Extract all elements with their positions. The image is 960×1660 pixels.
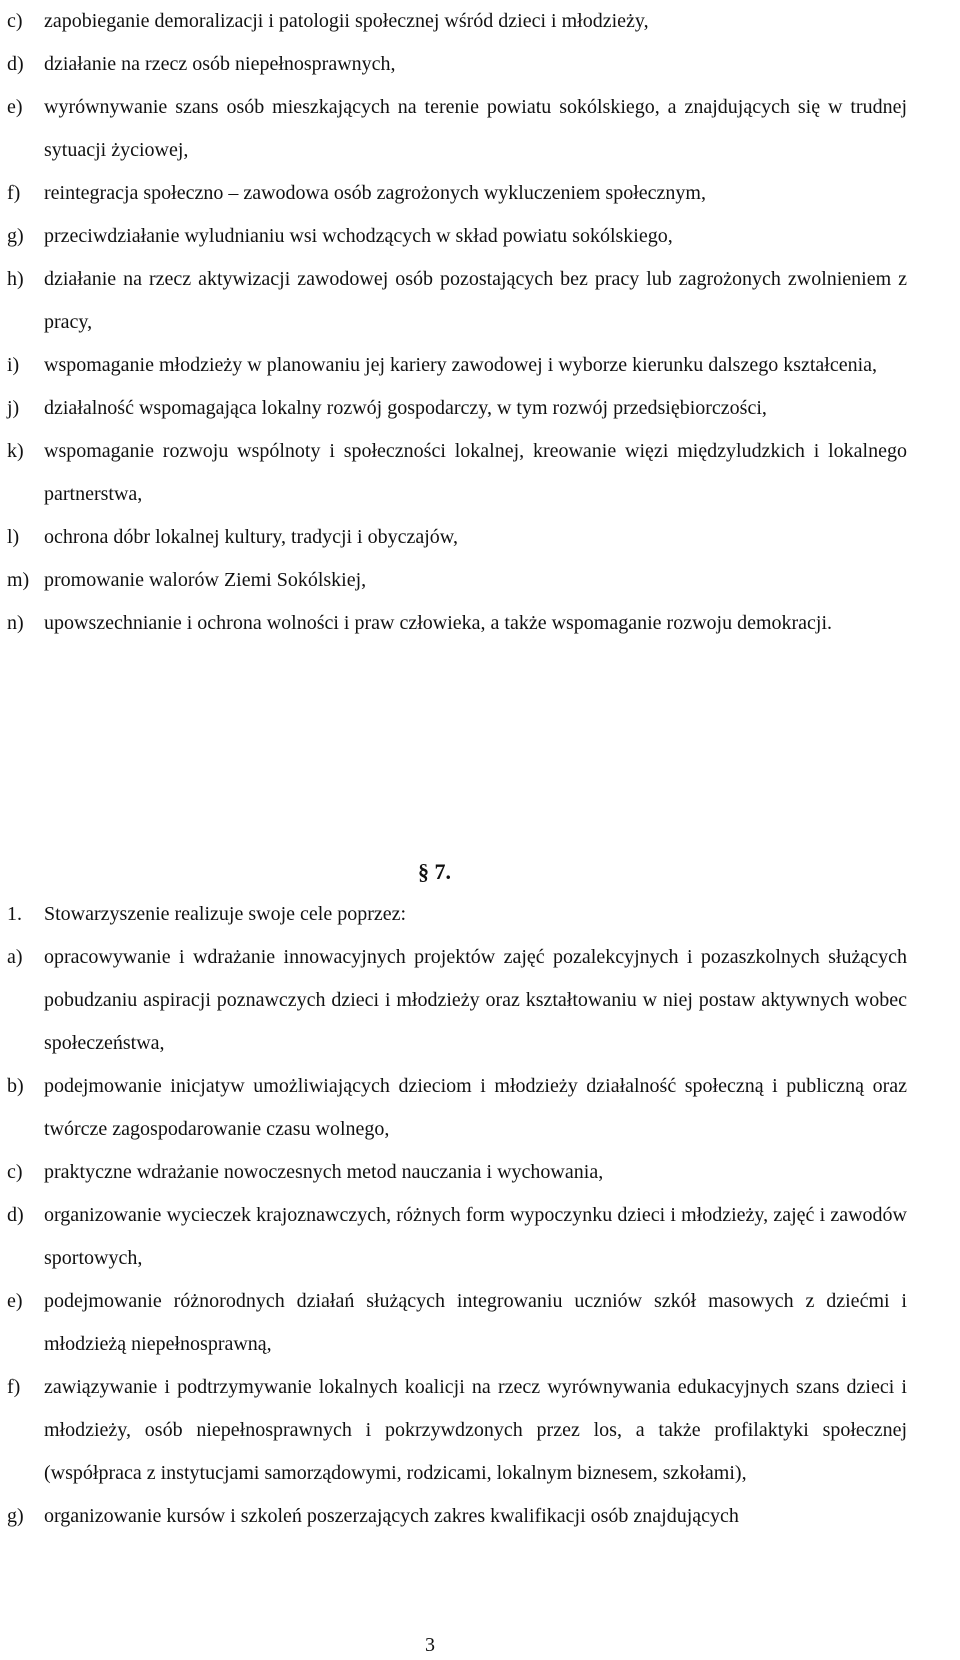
list-item: [7, 1151, 907, 1194]
list-item-text: działalność wspomagająca lokalny rozwój gospodarczy, w tym rozwój przedsiębiorczości,: [44, 397, 767, 419]
goals-list-continued: [7, 0, 907, 645]
list-marker: l): [7, 526, 20, 548]
list-item-text: ochrona dóbr lokalnej kultury, tradycji i obyczajów,: [44, 526, 458, 548]
list-marker: j): [7, 397, 20, 419]
list-item: [7, 1495, 907, 1538]
list-marker: i): [7, 354, 20, 376]
list-marker: g): [7, 225, 24, 247]
list-item-text: promowanie walorów Ziemi Sokólskiej,: [44, 569, 367, 591]
list-item: [7, 344, 907, 387]
list-marker: f): [7, 1376, 21, 1398]
list-item: [7, 43, 907, 86]
list-item-text: praktyczne wdrażanie nowoczesnych metod nauczania i wychowania,: [44, 1161, 604, 1183]
list-item-text: przeciwdziałanie wyludnianiu wsi wchodzących w skład powiatu sokólskiego,: [44, 225, 673, 247]
list-item-text: podejmowanie różnorodnych działań służących integrowaniu uczniów szkół masowych z dziećmi i młodzieżą niepełnosprawną,: [44, 1290, 907, 1355]
list-item-text: upowszechnianie i ochrona wolności i praw człowieka, a także wspomaganie rozwoju demokracji.: [44, 612, 833, 634]
list-marker: c): [7, 10, 23, 32]
list-item: [7, 387, 907, 430]
list-marker: k): [7, 440, 24, 462]
section-intro: [7, 893, 907, 936]
list-item: [7, 430, 907, 516]
list-item: [7, 0, 907, 43]
list-item: [7, 1280, 907, 1366]
list-item-text: reintegracja społeczno – zawodowa osób zagrożonych wykluczeniem społecznym,: [44, 182, 706, 204]
list-item-text: wspomaganie rozwoju wspólnoty i społeczności lokalnej, kreowanie więzi międzyludzkich i lokalnego partnerstwa,: [44, 440, 907, 505]
list-item-text: organizowanie wycieczek krajoznawczych, różnych form wypoczynku dzieci i młodzieży, zajęć i zawodów sportowych,: [44, 1204, 907, 1269]
list-item: [7, 516, 907, 559]
list-item: [7, 1065, 907, 1151]
list-item: [7, 1366, 907, 1495]
list-marker: d): [7, 53, 24, 75]
list-marker: d): [7, 1204, 24, 1226]
list-item: [7, 258, 907, 344]
list-item-text: wyrównywanie szans osób mieszkających na terenie powiatu sokólskiego, a znajdujących się w trudnej sytuacji życiowej,: [44, 96, 907, 161]
list-marker: a): [7, 946, 23, 968]
paragraph-text: Stowarzyszenie realizuje swoje cele poprzez:: [44, 903, 407, 925]
list-item: [7, 215, 907, 258]
list-marker: m): [7, 569, 30, 591]
list-item-text: opracowywanie i wdrażanie innowacyjnych projektów zajęć pozalekcyjnych i pozaszkolnych służących pobudzaniu aspiracji poznawczych dzieci i młodzieży oraz kształtowaniu w niej postaw aktywnych wobec społeczeństwa,: [44, 946, 907, 1054]
list-item: [7, 172, 907, 215]
list-item-text: organizowanie kursów i szkoleń poszerzających zakres kwalifikacji osób znajdujących: [44, 1505, 739, 1527]
paragraph-number: 1.: [7, 903, 22, 925]
list-item-text: zapobieganie demoralizacji i patologii społecznej wśród dzieci i młodzieży,: [44, 10, 649, 32]
page-number: 3: [425, 1634, 435, 1656]
list-marker: g): [7, 1505, 24, 1527]
list-item-text: wspomaganie młodzieży w planowaniu jej kariery zawodowej i wyborze kierunku dalszego kształcenia,: [44, 354, 878, 376]
list-item: [7, 936, 907, 1065]
list-item: [7, 1194, 907, 1280]
section-heading: § 7.: [418, 859, 451, 884]
list-marker: c): [7, 1161, 23, 1183]
list-item: [7, 602, 907, 645]
list-item-text: podejmowanie inicjatyw umożliwiających dzieciom i młodzieży działalność społeczną i publiczną oraz twórcze zagospodarowanie czasu wolnego,: [44, 1075, 907, 1140]
list-marker: f): [7, 182, 21, 204]
list-item-text: zawiązywanie i podtrzymywanie lokalnych koalicji na rzecz wyrównywania edukacyjnych szans dzieci i młodzieży, osób niepełnosprawnych i pokrzywdzonych przez los, a także profilaktyki społecznej (współpraca z instytucjami samorządowymi, rodzicami, lokalnym biznesem, szkołami),: [44, 1376, 907, 1484]
list-marker: e): [7, 96, 23, 118]
list-marker: h): [7, 268, 24, 290]
list-marker: e): [7, 1290, 23, 1312]
list-item-text: działanie na rzecz aktywizacji zawodowej osób pozostających bez pracy lub zagrożonych zwolnieniem z pracy,: [44, 268, 907, 333]
list-marker: b): [7, 1075, 24, 1097]
list-item: [7, 86, 907, 172]
list-item-text: działanie na rzecz osób niepełnosprawnych,: [44, 53, 396, 75]
list-item: [7, 559, 907, 602]
list-marker: n): [7, 612, 24, 634]
means-list: [7, 936, 907, 1538]
